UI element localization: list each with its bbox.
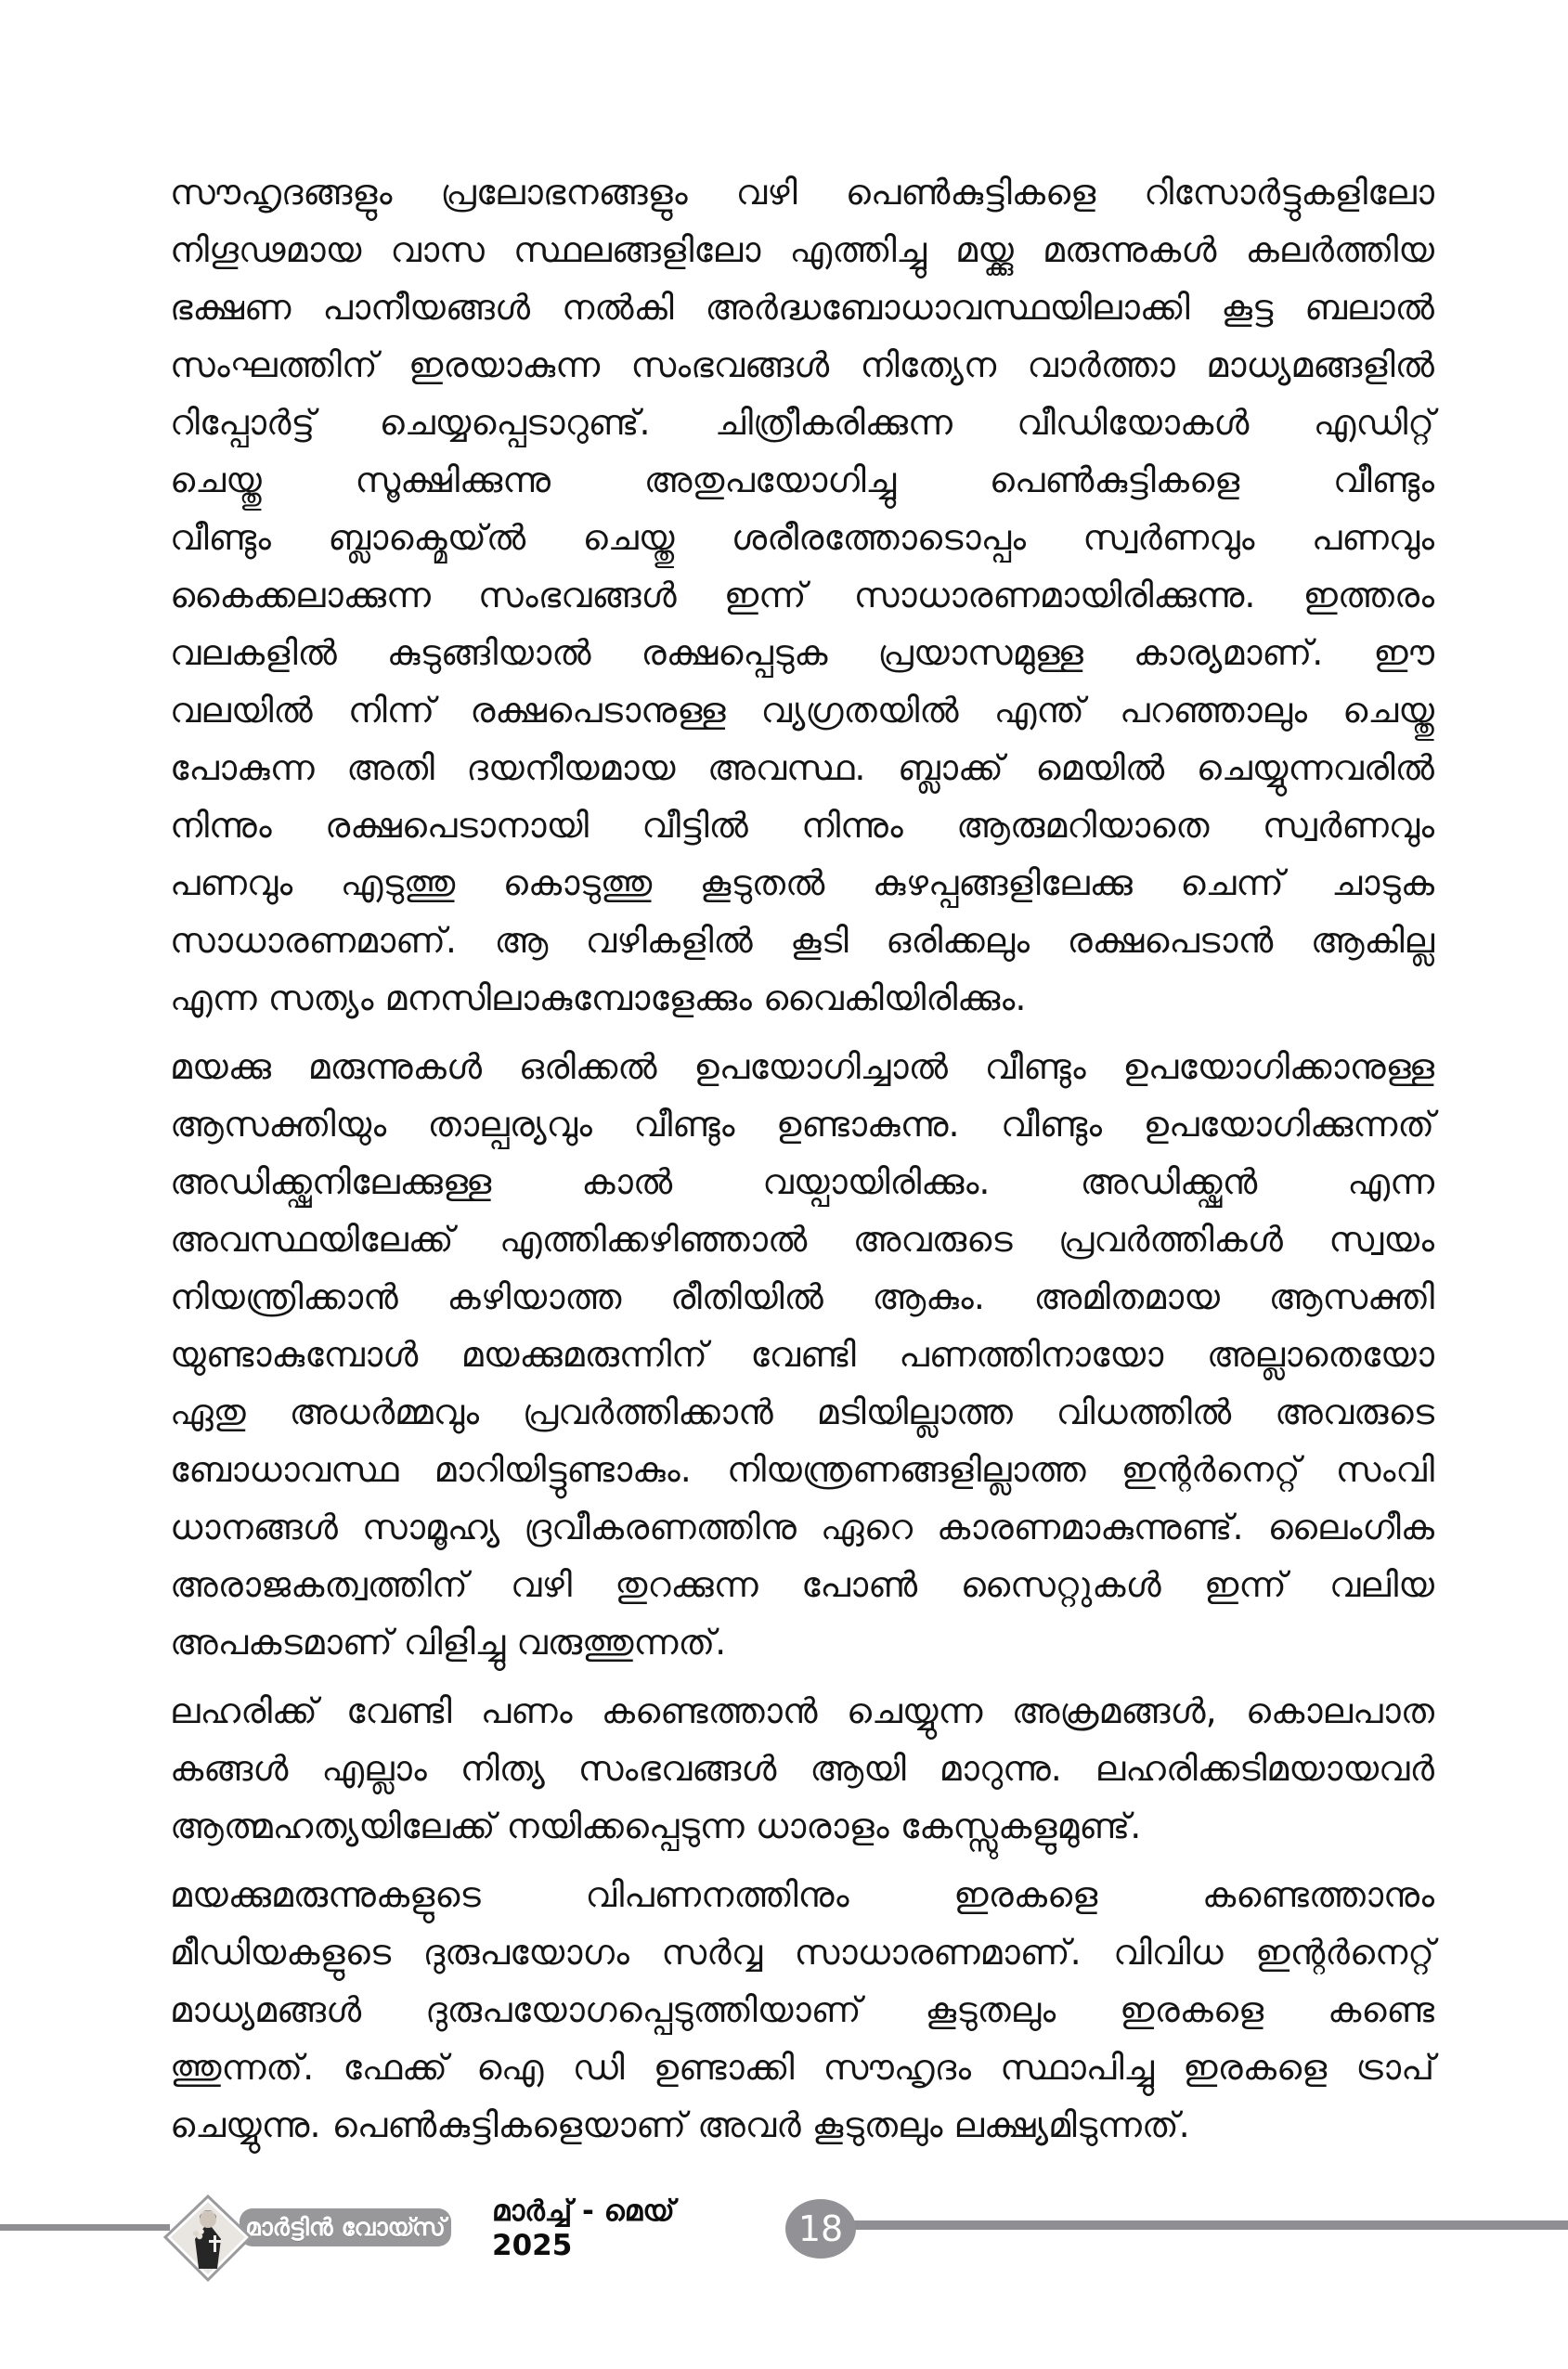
- magazine-name: മാർട്ടിൻ വോയ്സ്: [245, 2213, 446, 2242]
- text-line: പോകുന്ന അതി ദയനീയമായ അവസ്ഥ. ബ്ലാക്ക് മെയിൽ ചെയ്യുന്നവരിൽ: [170, 747, 1434, 788]
- text-line: മയക്കുമരുന്നുകളുടെ വിപണനത്തിനും ഇരകളെ കണ്ടെത്താനും: [170, 1874, 1434, 1915]
- footer-left-rule: [0, 2224, 170, 2231]
- magazine-logo-saint-icon: [162, 2194, 254, 2282]
- text-line: ചെയ്തു സൂക്ഷിക്കുന്നു അതുപയോഗിച്ചു പെൺകുട്ടികളെ വീണ്ടും: [170, 460, 1434, 500]
- footer-right-rule: [852, 2220, 1568, 2230]
- article-text: [170, 163, 1434, 2165]
- text-line: ലഹരിക്ക് വേണ്ടി പണം കണ്ടെത്താൻ ചെയ്യുന്ന അക്രമങ്ങൾ, കൊലപാത: [170, 1690, 1434, 1731]
- text-line: സംഘത്തിന് ഇരയാകുന്ന സംഭവങ്ങൾ നിത്യേന വാർത്താ മാധ്യമങ്ങളിൽ: [170, 344, 1434, 385]
- text-line: യുണ്ടാകുമ്പോൾ മയക്കുമരുന്നിന് വേണ്ടി പണത്തിനായോ അല്ലാതെയോ: [170, 1334, 1434, 1375]
- text-line: നിന്നും രക്ഷപെടാനായി വീട്ടിൽ നിന്നും ആരുമറിയാതെ സ്വർണവും: [170, 805, 1434, 846]
- text-line: എന്ന സത്യം മനസിലാകുമ്പോളേക്കും വൈകിയിരിക്കും.: [170, 977, 1027, 1018]
- text-line: നിയന്ത്രിക്കാൻ കഴിയാത്ത രീതിയിൽ ആകും. അമിതമായ ആസക്തി: [170, 1276, 1434, 1317]
- text-line: കൈക്കലാക്കുന്ന സംഭവങ്ങൾ ഇന്ന് സാധാരണമായിരിക്കുന്നു. ഇത്തരം: [170, 575, 1434, 615]
- text-line: റിപ്പോർട്ട് ചെയ്യപ്പെടാറുണ്ട്. ചിത്രീകരിക്കുന്ന വീഡിയോകൾ എഡിറ്റ്: [170, 402, 1434, 443]
- paragraph: [170, 163, 1434, 1027]
- text-line: വലകളിൽ കുടുങ്ങിയാൽ രക്ഷപ്പെടുക പ്രയാസമുള്ള കാര്യമാണ്. ഈ: [170, 632, 1434, 673]
- text-line: അരാജകത്വത്തിന് വഴി തുറക്കുന്ന പോൺ സൈറ്റുകൾ ഇന്ന് വലിയ: [170, 1564, 1434, 1605]
- text-line: സാധാരണമാണ്. ആ വഴികളിൽ കൂടി ഒരിക്കലും രക്ഷപെടാൻ ആകില്ല: [170, 920, 1434, 961]
- text-line: നിഗൂഢമായ വാസ സ്ഥലങ്ങളിലോ എത്തിച്ചു മയ്ക്കു മരുന്നുകൾ കലർത്തിയ: [170, 229, 1434, 270]
- text-line: ആസക്തിയും താല്പര്യവും വീണ്ടും ഉണ്ടാകുന്നു. വീണ്ടും ഉപയോഗിക്കുന്നത്: [170, 1104, 1434, 1145]
- text-line: കങ്ങൾ എല്ലാം നിത്യ സംഭവങ്ങൾ ആയി മാറുന്നു. ലഹരിക്കടിമയായവർ: [170, 1748, 1434, 1789]
- text-line: വലയിൽ നിന്ന് രക്ഷപെടാനുള്ള വ്യഗ്രതയിൽ എന്ത് പറഞ്ഞാലും ചെയ്തു: [170, 690, 1434, 731]
- text-line: മയക്കു മരുന്നുകൾ ഒരിക്കൽ ഉപയോഗിച്ചാൽ വീണ്ടും ഉപയോഗിക്കാനുള്ള: [170, 1046, 1434, 1087]
- text-line: മീഡിയകളുടെ ദുരുപയോഗം സർവ്വ സാധാരണമാണ്. വിവിധ ഇന്റർനെറ്റ്: [170, 1932, 1434, 1973]
- text-line: അപകടമാണ് വിളിച്ചു വരുത്തുന്നത്.: [170, 1622, 727, 1663]
- text-line: ധാനങ്ങൾ സാമൂഹ്യ ദ്രവീകരണത്തിനു ഏറെ കാരണമാകുന്നുണ്ട്. ലൈംഗീക: [170, 1507, 1434, 1547]
- text-line: വീണ്ടും ബ്ലാക്മെയ്ൽ ചെയ്തു ശരീരത്തോടൊപ്പം സ്വർണവും പണവും: [170, 517, 1434, 558]
- page-number: 18: [797, 2208, 844, 2249]
- text-line: ബോധാവസ്ഥ മാറിയിട്ടുണ്ടാകും. നിയന്ത്രണങ്ങളില്ലാത്ത ഇന്റർനെറ്റ് സംവി: [170, 1449, 1434, 1490]
- magazine-banner: [240, 2208, 451, 2246]
- paragraph: [170, 1038, 1434, 1671]
- text-line: പണവും എടുത്തു കൊടുത്തു കൂടുതൽ കുഴപ്പങ്ങളിലേക്കു ചെന്ന് ചാടുക: [170, 862, 1434, 903]
- text-line: ഏതു അധർമ്മവും പ്രവർത്തിക്കാൻ മടിയില്ലാത്ത വിധത്തിൽ അവരുടെ: [170, 1392, 1434, 1432]
- text-line: അവസ്ഥയിലേക്ക് എത്തിക്കഴിഞ്ഞാൽ അവരുടെ പ്രവർത്തികൾ സ്വയം: [170, 1219, 1434, 1260]
- text-line: ഭക്ഷണ പാനീയങ്ങൾ നൽകി അർദ്ധബോധാവസ്ഥയിലാക്കി കൂട്ട ബലാൽ: [170, 287, 1434, 328]
- issue-date: മാർച്ച് - മെയ് 2025: [492, 2194, 675, 2262]
- text-line: സൗഹൃദങ്ങളും പ്രലോഭനങ്ങളും വഴി പെൺകുട്ടികളെ റിസോർട്ടുകളിലോ: [170, 172, 1434, 213]
- text-line: ത്തുന്നത്. ഫേക്ക് ഐ ഡി ഉണ്ടാക്കി സൗഹൃദം സ്ഥാപിച്ചു ഇരകളെ ട്രാപ്: [170, 2047, 1434, 2088]
- paragraph: [170, 1866, 1434, 2154]
- text-line: ചെയ്യുന്നു. പെൺകുട്ടികളെയാണ് അവർ കൂടുതലും ലക്ഷ്യമിടുന്നത്.: [170, 2104, 1190, 2145]
- text-line: അഡിക്ക്ഷനിലേക്കുള്ള കാൽ വയ്പായിരിക്കും. അഡിക്ക്ഷൻ എന്ന: [170, 1161, 1434, 1202]
- paragraph: [170, 1682, 1434, 1855]
- text-line: മാധ്യമങ്ങൾ ദുരുപയോഗപ്പെടുത്തിയാണ് കൂടുതലും ഇരകളെ കണ്ടെ: [170, 1989, 1434, 2030]
- page-number-badge: [785, 2199, 856, 2259]
- text-line: ആത്മഹത്യയിലേക്ക് നയിക്കപ്പെടുന്ന ധാരാളം കേസ്സുകളുമുണ്ട്.: [170, 1806, 1142, 1846]
